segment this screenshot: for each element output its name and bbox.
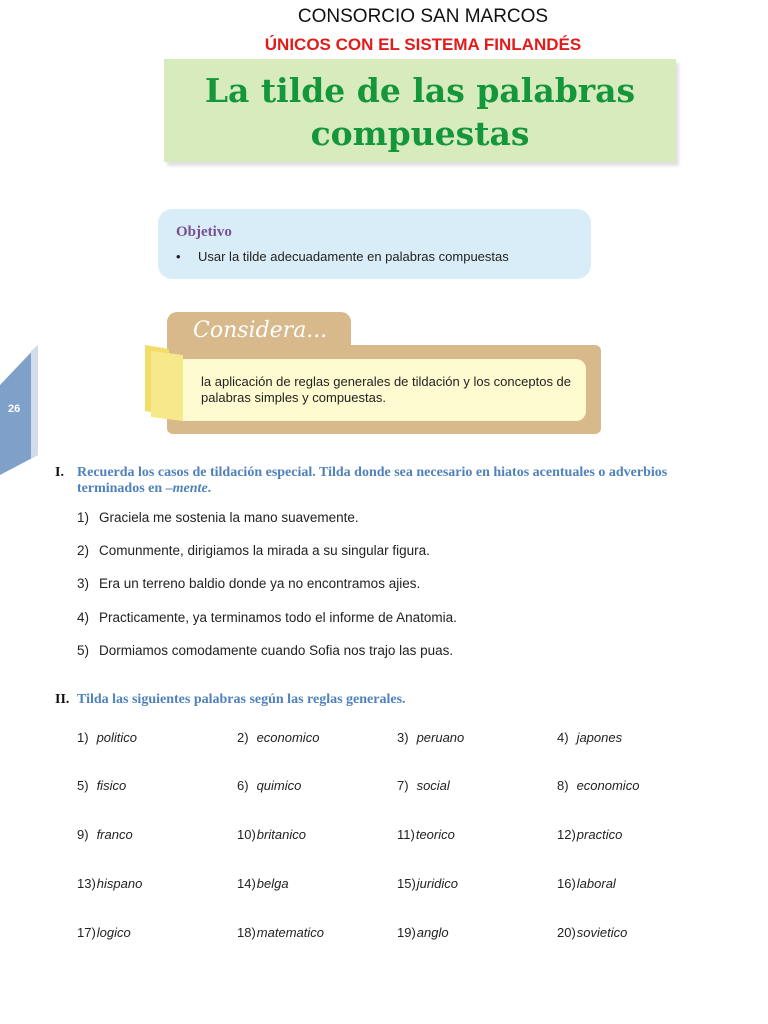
- objective-box: [158, 209, 591, 279]
- section1-instruction: [77, 465, 717, 497]
- word-number: 16): [557, 876, 576, 891]
- word-number: 13): [77, 876, 96, 891]
- word-number: 3): [397, 730, 409, 745]
- institution-slogan: ÚNICOS CON EL SISTEMA FINLANDÉS: [264, 35, 582, 54]
- item-text: Era un terreno baldio donde ya no encontramos ajies.: [99, 576, 421, 591]
- word-text: laboral: [576, 876, 616, 891]
- word-number: 6): [237, 778, 249, 793]
- item-text: Practicamente, ya terminamos todo el informe de Anatomia.: [99, 610, 457, 625]
- item-text: Comunmente, dirigiamos la mirada a su singular figura.: [99, 543, 430, 558]
- section1-instruction-text: Recuerda los casos de tildación especial. Tilda donde sea necesario en hiatos acentuales o adverbios terminados en –: [77, 465, 668, 496]
- word-text: franco: [96, 827, 133, 842]
- word-item: [237, 778, 301, 793]
- word-text: juridico: [416, 876, 458, 891]
- word-text: fisico: [96, 778, 127, 793]
- word-text: teorico: [415, 827, 455, 842]
- page-number: 26: [8, 403, 21, 415]
- word-text: belga: [256, 876, 289, 891]
- list-item: [77, 643, 453, 658]
- institution-name: CONSORCIO SAN MARCOS: [297, 6, 549, 27]
- title-banner: [164, 59, 676, 162]
- item-number: 2): [77, 543, 90, 558]
- word-text: hispano: [96, 876, 143, 891]
- list-item: [77, 610, 457, 625]
- word-number: 10): [237, 827, 256, 842]
- word-text: quimico: [256, 778, 302, 793]
- word-item: [397, 827, 455, 842]
- page-title-line2: compuestas: [310, 114, 530, 153]
- objective-item-text: Usar la tilde adecuadamente en palabras compuestas: [198, 249, 509, 264]
- section2-number: II.: [55, 692, 70, 707]
- word-item: [557, 827, 622, 842]
- word-text: politico: [96, 730, 138, 745]
- word-number: 15): [397, 876, 416, 891]
- word-text: japones: [576, 730, 623, 745]
- word-item: [557, 730, 622, 745]
- item-number: 5): [77, 643, 90, 658]
- word-item: [77, 876, 142, 891]
- word-text: sovietico: [576, 925, 628, 940]
- item-text: Graciela me sostenia la mano suavemente.: [99, 510, 359, 525]
- word-item: [397, 730, 464, 745]
- word-item: [237, 876, 289, 891]
- word-number: 8): [557, 778, 569, 793]
- word-item: [397, 925, 449, 940]
- word-number: 9): [77, 827, 89, 842]
- word-item: [557, 778, 639, 793]
- word-number: 7): [397, 778, 409, 793]
- word-number: 17): [77, 925, 96, 940]
- word-item: [77, 730, 137, 745]
- section1-number: I.: [55, 465, 64, 480]
- word-number: 11): [397, 827, 415, 842]
- word-item: [77, 778, 126, 793]
- word-text: social: [416, 778, 450, 793]
- word-number: 4): [557, 730, 569, 745]
- word-text: logico: [96, 925, 131, 940]
- section2-instruction: Tilda las siguientes palabras según las reglas generales.: [77, 692, 406, 707]
- word-item: [397, 778, 450, 793]
- word-text: economico: [576, 778, 640, 793]
- word-text: practico: [576, 827, 623, 842]
- word-text: britanico: [256, 827, 306, 842]
- list-item: [77, 543, 430, 558]
- word-number: 19): [397, 925, 416, 940]
- word-number: 18): [237, 925, 256, 940]
- word-item: [557, 925, 627, 940]
- word-number: 14): [237, 876, 256, 891]
- word-item: [237, 730, 319, 745]
- objective-item: [176, 249, 509, 264]
- word-number: 5): [77, 778, 89, 793]
- word-item: [557, 876, 616, 891]
- word-text: matematico: [256, 925, 324, 940]
- word-number: 20): [557, 925, 576, 940]
- word-text: economico: [256, 730, 320, 745]
- considera-text: la aplicación de reglas generales de tildación y los conceptos de palabras simples y compuestas.: [201, 374, 572, 405]
- word-text: peruano: [416, 730, 465, 745]
- list-item: [77, 510, 359, 525]
- word-text: anglo: [416, 925, 449, 940]
- section1-instruction-end: .: [207, 481, 212, 496]
- section1-instruction-emph: mente: [172, 481, 208, 496]
- page-title: [164, 69, 676, 155]
- item-text: Dormiamos comodamente cuando Sofia nos trajo las puas.: [99, 643, 454, 658]
- word-number: 1): [77, 730, 89, 745]
- word-item: [77, 925, 131, 940]
- bullet-icon: •: [176, 249, 181, 264]
- item-number: 4): [77, 610, 90, 625]
- word-number: 12): [557, 827, 576, 842]
- objective-heading: Objetivo: [176, 224, 232, 240]
- word-item: [397, 876, 458, 891]
- word-number: 2): [237, 730, 249, 745]
- item-number: 3): [77, 576, 90, 591]
- word-item: [237, 925, 324, 940]
- folder-icon: [145, 345, 183, 421]
- list-item: [77, 576, 420, 591]
- word-item: [77, 827, 133, 842]
- considera-label: Considera...: [193, 318, 328, 343]
- page-title-line1: La tilde de las palabras: [204, 71, 636, 110]
- word-item: [237, 827, 306, 842]
- item-number: 1): [77, 510, 90, 525]
